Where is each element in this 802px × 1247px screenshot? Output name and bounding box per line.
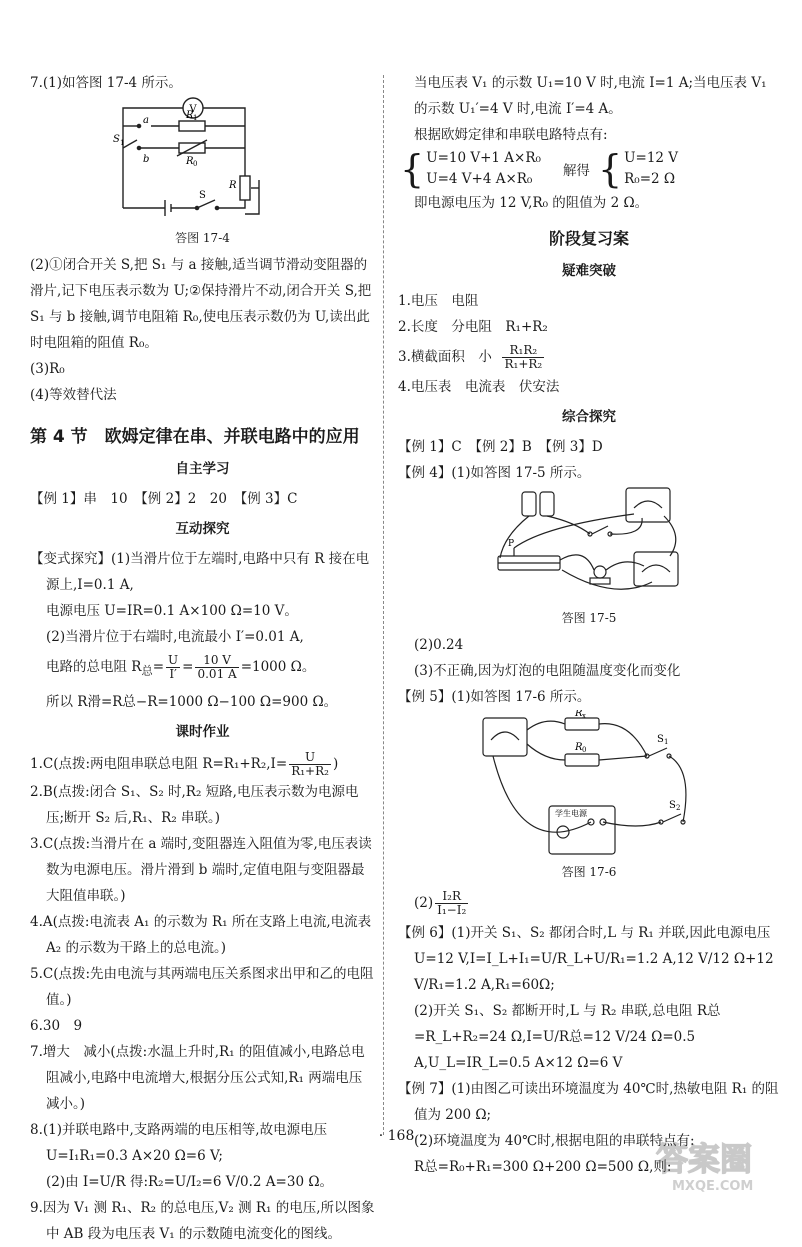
solution-1: U=12 V bbox=[624, 150, 679, 166]
example-6-part2: (2)开关 S₁、S₂ 都断开时,L 与 R₂ 串联,总电阻 R总=R_L+R₂=24 Ω,I=U/R总=12 V/24 Ω=0.5 A,U_L=IR_L=0.5 A×12 Ω=6 V bbox=[414, 1003, 721, 1071]
watermark-text: 答案圈 bbox=[656, 1140, 753, 1178]
watermark-logo bbox=[650, 1132, 788, 1196]
homework-5: 5.C(点拨:先由电流与其两端电压关系图求出甲和乙的电阻值。) bbox=[30, 965, 374, 1008]
fraction-parallel-resistance bbox=[502, 344, 544, 371]
switch-s2-sub: 2 bbox=[676, 804, 681, 812]
watermark-url: MXQE.COM bbox=[672, 1179, 754, 1194]
left-brace: { bbox=[400, 147, 425, 191]
switch-s1-label: S bbox=[657, 734, 664, 745]
resistor-rx-sub: x bbox=[582, 712, 586, 720]
fraction-denominator: R₁+R₂ bbox=[291, 763, 329, 778]
rheostat-r-label: R bbox=[228, 180, 237, 191]
contact-b-label: b bbox=[142, 154, 149, 165]
figure-17-5-caption: 答图 17-5 bbox=[561, 611, 617, 625]
resistor-box-r0-sub: 0 bbox=[192, 160, 197, 168]
homework-3: 3.C(点拨:当滑片在 a 端时,变阻器连入阻值为零,电压表读数为电源电压。滑片滑到 b 端时,定值电阻与变阻器最大阻值串联。) bbox=[30, 835, 372, 904]
homework-6: 6.30 9 bbox=[30, 1017, 83, 1034]
continued-text-2: 根据欧姆定律和串联电路特点有: bbox=[414, 127, 608, 143]
difficulty-2: 2.长度 分电阻 R₁+R₂ bbox=[398, 319, 548, 335]
power-supply-label: 学生电源 bbox=[555, 809, 587, 818]
resistor-rx-label: R bbox=[575, 710, 583, 719]
column-divider bbox=[383, 75, 384, 1135]
figure-17-4-caption: 答图 17-4 bbox=[175, 231, 230, 245]
resistor-r1-sub: 1 bbox=[192, 114, 197, 122]
fraction-rx-result bbox=[435, 890, 468, 917]
example-7-part2: (2)环境温度为 40℃时,根据电阻的串联特点有: bbox=[414, 1133, 695, 1149]
homework-8-part2: (2)由 I=U/R 得:R₂=U/I₂=6 V/0.2 A=30 Ω。 bbox=[46, 1173, 334, 1190]
equals-sign: = bbox=[182, 659, 194, 675]
system-equation-2: U=4 V+4 A×R₀ bbox=[426, 171, 533, 187]
example-4-part2: (2)0.24 bbox=[414, 637, 464, 653]
homework-heading: 课时作业 bbox=[175, 723, 230, 740]
resistor-box-r0-label: R bbox=[185, 156, 194, 167]
fraction-denominator: 0.01 A bbox=[197, 667, 237, 681]
example-4-part1: 【例 4】(1)如答图 17-5 所示。 bbox=[398, 465, 591, 481]
circuit-figure-17-4 bbox=[113, 96, 293, 226]
homework-4: 4.A(点拨:电流表 A₁ 的示数为 R₁ 所在支路上电流,电流表 A₂ 的示数为干路上的总电流。) bbox=[30, 913, 372, 956]
stage-review-title: 阶段复习案 bbox=[548, 229, 629, 248]
variant-line-5: 所以 R滑=R总−R=1000 Ω−100 Ω=900 Ω。 bbox=[46, 693, 338, 710]
switch-s1-sub: 1 bbox=[119, 139, 124, 147]
right-column bbox=[398, 70, 780, 1180]
total-resistance-result: =1000 Ω。 bbox=[240, 659, 316, 675]
fraction-u-over-i bbox=[166, 654, 180, 681]
fraction-denominator: R₁+R₂ bbox=[504, 357, 543, 371]
system-equations bbox=[426, 148, 541, 190]
homework-7: 7.增大 减小(点拨:水温上升时,R₁ 的阻值减小,电路总电阻减小,电路中电流增大,根据分压公式知,R₁ 两端电压减小。) bbox=[30, 1043, 365, 1112]
q7-part1: 7.(1)如答图 17-4 所示。 bbox=[30, 75, 182, 91]
variant-line-4 bbox=[30, 650, 375, 689]
homework-1-text: 1.C(点拨:两电阻串联总电阻 R=R₁+R₂,I= bbox=[30, 755, 288, 772]
continued-text-1: 当电压表 V₁ 的示数 U₁=10 V 时,电流 I=1 A;当电压表 V₁ 的示数 U₁′=4 V 时,电流 I′=4 A。 bbox=[414, 75, 767, 117]
left-column bbox=[30, 70, 375, 1247]
example-5-part2-label: (2) bbox=[414, 895, 434, 911]
q7-part3: (3)R₀ bbox=[30, 361, 65, 377]
homework-9: 9.因为 V₁ 测 R₁、R₂ 的总电压,V₂ 测 R₁ 的电压,所以图象中 AB 段为电压表 V₁ 的示数随电流变化的图线。 bbox=[30, 1199, 375, 1242]
example-6-part1: 【例 6】(1)开关 S₁、S₂ 都闭合时,L 与 R₁ 并联,因此电源电压 U=12 V,I=I_L+I₁=U/R_L+U/R₁=1.2 A,12 V/12 Ω+12 V/R₁=1.2 A,R₁=60Ω; bbox=[398, 925, 774, 993]
solution-2: R₀=2 Ω bbox=[624, 171, 676, 187]
system-equation-1: U=10 V+1 A×R₀ bbox=[426, 150, 541, 166]
figure-17-6-caption: 答图 17-6 bbox=[561, 865, 617, 879]
q7-part2: (2)①闭合开关 S,把 S₁ 与 a 接触,适当调节滑动变阻器的滑片,记下电压表示数为 U;②保持滑片不动,闭合开关 S,把 S₁ 与 b 接触,调节电阻箱 R₀,使电压表示数仍为 U,读出此时电阻箱的阻值 R₀。 bbox=[30, 257, 372, 351]
page-number: · 168 · bbox=[378, 1128, 424, 1144]
resistor-r0-sub: 0 bbox=[582, 746, 587, 754]
difficulty-3 bbox=[398, 340, 780, 374]
difficulty-4: 4.电压表 电流表 伏安法 bbox=[398, 379, 560, 395]
contact-a-label: a bbox=[142, 115, 149, 126]
example-4-part3: (3)不正确,因为灯泡的电阻随温度变化而变化 bbox=[414, 663, 681, 679]
homework-8-part1: 8.(1)并联电路中,支路两端的电压相等,故电源电压 U=I₁R₁=0.3 A×20 Ω=6 V; bbox=[30, 1121, 328, 1164]
comprehensive-heading: 综合探究 bbox=[562, 409, 616, 425]
circuit-figure-17-6 bbox=[479, 710, 699, 860]
fraction-current bbox=[289, 751, 331, 778]
q7-part4: (4)等效替代法 bbox=[30, 387, 117, 403]
system-solutions bbox=[624, 148, 678, 190]
resistor-r0-label: R bbox=[575, 742, 583, 753]
switch-s1-label: S bbox=[112, 134, 120, 145]
solve-word: 解得 bbox=[562, 163, 590, 179]
circuit-figure-17-5 bbox=[484, 486, 694, 606]
example-1-3: 【例 1】C 【例 2】B 【例 3】D bbox=[398, 439, 603, 455]
total-resistance-sub: 总 bbox=[141, 664, 153, 678]
example-5-part2 bbox=[398, 886, 780, 920]
fraction-numerator: I₂R bbox=[435, 890, 468, 904]
example-7-part1: 【例 7】(1)由图乙可读出环境温度为 40℃时,热敏电阻 R₁ 的阻值为 200 Ω; bbox=[398, 1081, 779, 1123]
switch-s-label: S bbox=[198, 190, 206, 201]
self-study-answers: 【例 1】串 10 【例 2】2 20 【例 3】C bbox=[30, 491, 298, 507]
slider-p-label: P bbox=[508, 539, 515, 549]
resistor-r1-label: R bbox=[185, 110, 194, 121]
total-resistance-prefix: 电路的总电阻 R bbox=[46, 659, 142, 675]
fraction-numerator: U bbox=[168, 653, 179, 667]
section-title: 第 4 节 欧姆定律在串、并联电路中的应用 bbox=[30, 427, 360, 447]
equation-system bbox=[400, 148, 780, 190]
fraction-numerator: R₁R₂ bbox=[502, 344, 544, 358]
variant-line-1: 【变式探究】(1)当滑片位于左端时,电路中只有 R 接在电源上,I=0.1 A, bbox=[30, 551, 370, 593]
fraction-values bbox=[195, 654, 238, 681]
example-7-part3: R总=R₀+R₁=300 Ω+200 Ω=500 Ω,则: bbox=[414, 1159, 672, 1175]
fraction-denominator: I′ bbox=[169, 667, 177, 681]
variant-line-2: 电源电压 U=IR=0.1 A×100 Ω=10 V。 bbox=[46, 603, 298, 619]
difficulty-3-text: 3.横截面积 小 bbox=[398, 349, 492, 365]
variant-line-3: (2)当滑片位于右端时,电流最小 I′=0.01 A, bbox=[46, 629, 304, 645]
difficulty-heading: 疑难突破 bbox=[562, 263, 616, 279]
switch-s1-sub: 1 bbox=[664, 738, 669, 746]
voltmeter-label: V bbox=[188, 104, 197, 115]
fraction-numerator: U bbox=[289, 751, 331, 765]
fraction-denominator: I₁−I₂ bbox=[437, 903, 467, 917]
continued-text-3: 即电源电压为 12 V,R₀ 的阻值为 2 Ω。 bbox=[414, 195, 649, 211]
interactive-heading: 互动探究 bbox=[175, 521, 230, 537]
self-study-heading: 自主学习 bbox=[175, 461, 230, 477]
homework-1 bbox=[30, 749, 375, 779]
fraction-numerator: 10 V bbox=[195, 654, 238, 668]
example-5-part1: 【例 5】(1)如答图 17-6 所示。 bbox=[398, 689, 591, 705]
equals-sign: = bbox=[152, 659, 165, 675]
homework-2: 2.B(点拨:闭合 S₁、S₂ 时,R₂ 短路,电压表示数为电源电压;断开 S₂ 后,R₁、R₂ 串联。) bbox=[30, 783, 359, 826]
switch-s2-label: S bbox=[669, 800, 676, 811]
difficulty-1: 1.电压 电阻 bbox=[398, 293, 479, 309]
homework-1-close: ) bbox=[332, 755, 339, 772]
solution-brace: { bbox=[597, 147, 623, 191]
